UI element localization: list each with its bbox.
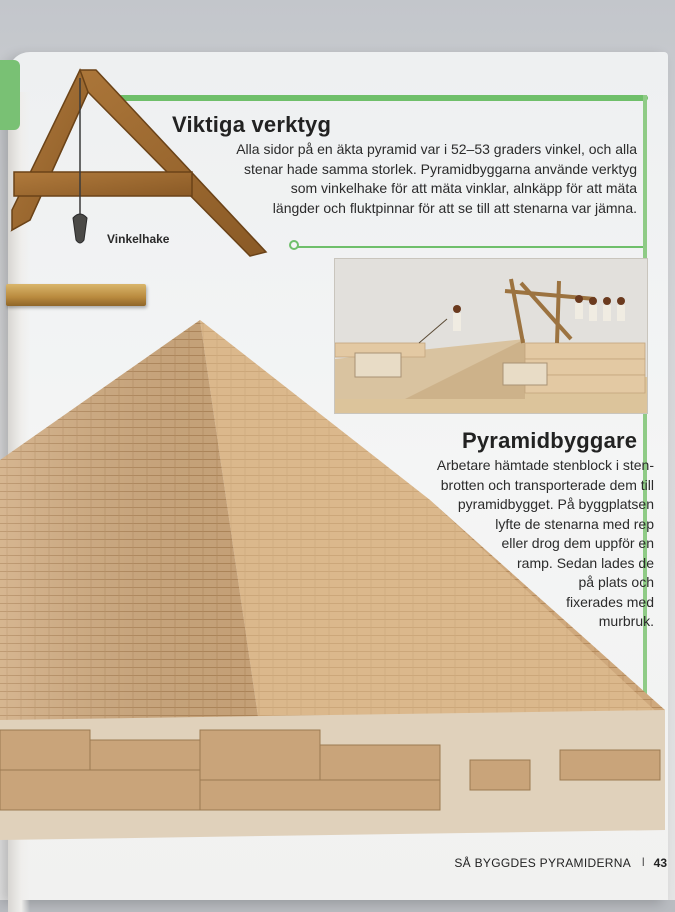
builders-line: fixerades med: [566, 593, 654, 610]
builders-line: på plats och: [578, 574, 654, 590]
set-square-frame: [12, 70, 266, 256]
footer-separator: I: [641, 855, 645, 869]
tools-line: som vinkelhake för att mäta vinklar, alnkäpp för att mäta: [290, 180, 637, 196]
plumb-bob-icon: [73, 214, 87, 243]
builders-line: brotten och transporterade dem till: [440, 476, 654, 493]
heading-tools: Viktiga verktyg: [172, 112, 332, 137]
builders-line: Arbetare hämtade stenblock i sten-: [436, 457, 654, 473]
builders-line: lyfte de stenarna med rep: [495, 515, 654, 532]
green-rule-mid: [298, 246, 643, 248]
builders-line: pyramidbygget. På byggplatsen: [457, 496, 654, 512]
builders-line: murbruk.: [598, 613, 654, 629]
tools-line: längder och fluktpinnar för att se till att stenarna var jämna.: [272, 199, 637, 216]
tools-text: [236, 140, 637, 218]
tools-line: Alla sidor på en äkta pyramid var i 52–53 graders vinkel, och alla: [236, 141, 637, 157]
chapter-title: SÅ BYGGDES PYRAMIDERNA: [454, 856, 631, 870]
builders-line: eller drog dem uppför en: [501, 535, 654, 551]
page-number: 43: [653, 856, 667, 870]
green-dot: [289, 240, 299, 250]
tools-line: stenar hade samma storlek. Pyramidbyggarna använde verktyg: [244, 160, 637, 177]
builders-line: ramp. Sedan lades de: [517, 554, 654, 571]
builders-text: [410, 456, 654, 632]
heading-builders: Pyramidbyggare: [462, 428, 638, 453]
page-footer: [0, 856, 675, 876]
tool-caption: Vinkelhake: [107, 232, 170, 246]
